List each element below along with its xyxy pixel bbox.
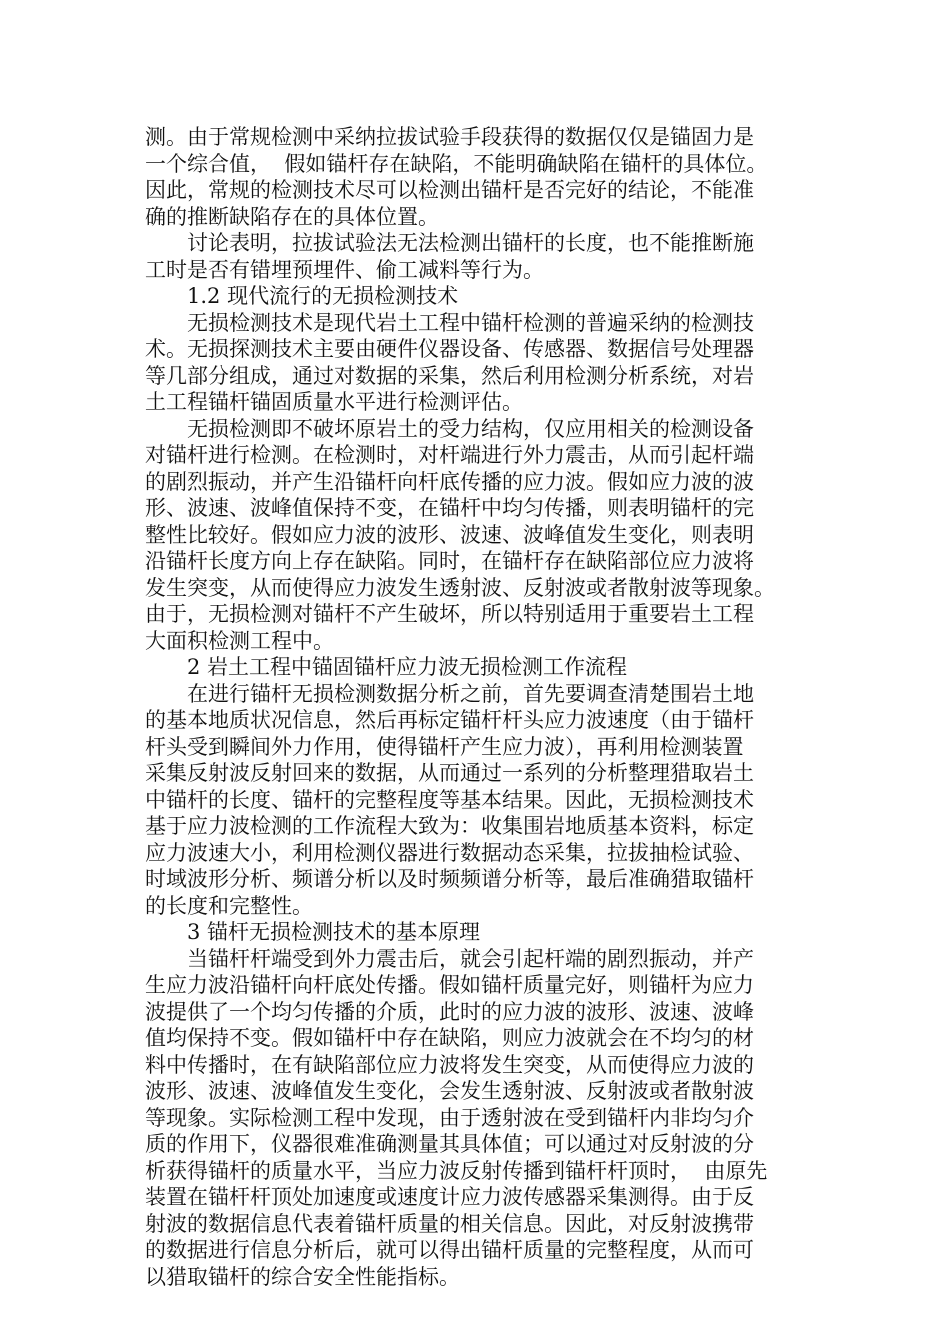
text-line: 的剧烈振动，并产生沿锚杆向杆底传播的应力波。假如应力波的波	[145, 469, 754, 494]
text-line: 时域波形分析、频谱分析以及时频频谱分析等，最后准确猎取锚杆	[145, 867, 754, 891]
text-line: 由于，无损检测对锚杆不产生破坏，所以特别适用于重要岩土工程	[145, 602, 754, 626]
text-line: 整性比较好。假如应力波的波形、波速、波峰值发生变化，则表明	[145, 522, 754, 547]
text-line: 发生突变，从而使得应力波发生透射波、反射波或者散射波等现象。	[145, 575, 775, 600]
paragraph-first-line: 2 岩土工程中锚固锚杆应力波无损检测工作流程	[187, 655, 628, 679]
text-line: 生应力波沿锚杆向杆底处传播。假如锚杆质量完好，则锚杆为应力	[145, 973, 754, 997]
text-line: 装置在锚杆杆顶处加速度或速度计应力波传感器采集测得。由于反	[145, 1185, 754, 1209]
text-line: 测。由于常规检测中采纳拉拔试验手段获得的数据仅仅是锚固力是	[145, 125, 754, 149]
text-line: 波形、波速、波峰值发生变化，会发生透射波、反射波或者散射波	[145, 1079, 754, 1103]
text-line: 对锚杆进行检测。在检测时，对杆端进行外力震击，从而引起杆端	[145, 443, 754, 467]
text-line: 一个综合值， 假如锚杆存在缺陷，不能明确缺陷在锚杆的具体位。	[145, 151, 768, 176]
text-line: 以猎取锚杆的综合安全性能指标。	[145, 1264, 460, 1289]
text-line: 土工程锚杆锚固质量水平进行检测评估。	[145, 390, 523, 414]
paragraph-first-line: 3 锚杆无损检测技术的基本原理	[187, 920, 481, 944]
text-line: 等几部分组成，通过对数据的采集，然后利用检测分析系统，对岩	[145, 363, 754, 388]
text-line: 中锚杆的长度、锚杆的完整程度等基本结果。因此，无损检测技术	[145, 787, 754, 812]
text-line: 基于应力波检测的工作流程大致为：收集围岩地质基本资料，标定	[145, 814, 754, 838]
paragraph-first-line: 当锚杆杆端受到外力震击后，就会引起杆端的剧烈振动，并产	[187, 946, 754, 971]
text-line: 形、波速、波峰值保持不变，在锚杆中均匀传播，则表明锚杆的完	[145, 496, 754, 520]
text-line: 析获得锚杆的质量水平，当应力波反射传播到锚杆杆顶时， 由原先	[145, 1158, 768, 1183]
text-line: 大面积检测工程中。	[145, 628, 334, 653]
text-line: 工时是否有错埋预埋件、偷工减料等行为。	[145, 257, 544, 282]
text-line: 的基本地质状况信息，然后再标定锚杆杆头应力波速度（由于锚杆	[145, 708, 754, 732]
text-line: 波提供了一个均匀传播的介质，此时的应力波的波形、波速、波峰	[145, 999, 754, 1024]
paragraph-first-line: 无损检测即不破坏原岩土的受力结构，仅应用相关的检测设备	[187, 416, 754, 441]
text-line: 杆头受到瞬间外力作用，使得锚杆产生应力波），再利用检测装置	[145, 734, 744, 759]
paragraph-first-line: 无损检测技术是现代岩土工程中锚杆检测的普遍采纳的检测技	[187, 310, 754, 335]
text-line: 采集反射波反射回来的数据，从而通过一系列的分析整理猎取岩土	[145, 761, 754, 785]
text-line: 值均保持不变。假如锚杆中存在缺陷，则应力波就会在不均匀的材	[145, 1026, 754, 1050]
paragraph-first-line: 在进行锚杆无损检测数据分析之前，首先要调查清楚围岩土地	[187, 681, 754, 706]
text-line: 料中传播时，在有缺陷部位应力波将发生突变，从而使得应力波的	[145, 1052, 754, 1077]
text-line: 的数据进行信息分析后，就可以得出锚杆质量的完整程度，从而可	[145, 1238, 754, 1262]
text-line: 确的推断缺陷存在的具体位置。	[145, 204, 439, 229]
paragraph-first-line: 1.2 现代流行的无损检测技术	[187, 284, 459, 308]
text-line: 应力波速大小，利用检测仪器进行数据动态采集，拉拔抽检试验、	[145, 840, 754, 865]
text-line: 等现象。实际检测工程中发现，由于透射波在受到锚杆内非均匀介	[145, 1105, 754, 1130]
text-line: 质的作用下，仪器很难准确测量其具体值；可以通过对反射波的分	[145, 1132, 754, 1156]
text-line: 的长度和完整性。	[145, 893, 313, 918]
text-line: 射波的数据信息代表着锚杆质量的相关信息。因此，对反射波携带	[145, 1211, 754, 1236]
text-line: 术。无损探测技术主要由硬件仪器设备、传感器、数据信号处理器	[145, 337, 754, 361]
paragraph-first-line: 讨论表明，拉拔试验法无法检测出锚杆的长度，也不能推断施	[187, 231, 754, 255]
text-line: 沿锚杆长度方向上存在缺陷。同时，在锚杆存在缺陷部位应力波将	[145, 549, 754, 573]
document-body	[145, 124, 810, 1290]
text-line: 因此，常规的检测技术尽可以检测出锚杆是否完好的结论，不能准	[145, 178, 754, 202]
